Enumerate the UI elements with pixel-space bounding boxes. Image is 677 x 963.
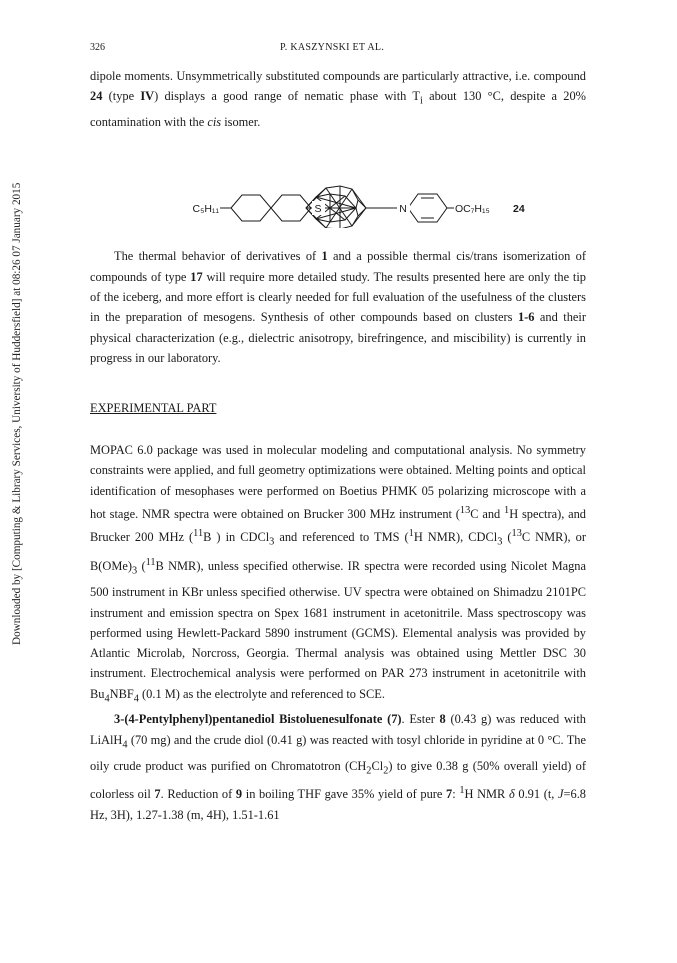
download-watermark: Downloaded by [Computing & Library Services, University of Huddersfield] at 08:26 07 January 2015 — [11, 182, 23, 645]
cyclohexane-ring — [231, 195, 271, 221]
sulfur-label: S — [314, 203, 322, 216]
nitrogen-label: N — [399, 203, 407, 216]
paragraph-methods: MOPAC 6.0 package was used in molecular modeling and computational analysis. No symmetry constraints were applied, and full geometry optimizations were obtained. Melting points and optical identification of mesophases were performed on Boetius PHMK 05 polarizing microscope with a hot stage. NMR spectra were obtained on Brucker 300 MHz instrument ($^{13}$C and $^1$H spectra), and Brucker 200 MHz ($^{11}$B ) in CDCl$_3$ and referenced to TMS ($^1$H NMR), CDCl$_3$ ($^{13}$C NMR), or $B(OMe)_3$ ($^{11}$B NMR), unless specified otherwise. IR spectra were recorded using Nicolet Magna 500 instrument in KBr unless specified otherwise. UV spectra were obtained on Shimadzu 2101PC instrument and emission spectra on Spex 1681 instrument in acetonitrile. Mass spectroscopy was performed using Hewlett-Packard 5890 instrument (GCMS). Elemental analysis was provided by Atlantic Microlab, Norcross, Georgia. Thermal analysis was obtained using Mettler DSC 30 instrument. Electrochemical analysis were performed on PAR 273 instrument in acetonitrile with $Bu_4NBF_4$ (0.1 M) as the electrolyte and referenced to SCE. — [90, 443, 587, 705]
thiane-ring — [271, 195, 311, 221]
paragraph-compound-7-synthesis: 3-(4-Pentylphenyl)pentanediol Bistoluenesulfonate (7). Ester 8 (0.43 g) was reduced with LiAlH$_4$ (70 mg) and the crude diol (0.41 g) was reacted with tosyl chloride in pyridine at 0 °C. The oily crude product was purified on Chromatotron $(CH_2Cl_2)$ to give 0.38 g (50% overall yield) of colorless oil 7. Reduction of 9 in boiling THF gave 35% yield of pure 7: $^1$H NMR δ 0.91 (t, J=6.8 Hz, 3H), 1.27-1.38 (m, 4H), 1.51-1.61 — [90, 712, 586, 822]
paper-page — [90, 42, 586, 825]
running-head: P. KASZYNSKI ET AL. — [280, 42, 385, 53]
paragraph-thermal-behavior: The thermal behavior of derivatives of 1 and a possible thermal cis/trans isomerization of compounds of type 17 will require more detailed study. The results presented here are only the tip of the iceberg, and more effort is clearly needed for full evaluation of the usefulness of the clusters in the preparation of mesogens. Synthesis of other compounds based on clusters 1-6 and their physical characterization (e.g., dielectric anisotropy, birefringence, and miscibility) is currently in progress in our laboratory. — [90, 249, 587, 365]
page-number: 326 — [90, 42, 105, 53]
pentyl-group-label: C₅H₁₁ — [192, 203, 219, 216]
heptyloxy-group-label: OC₇H₁₅ — [455, 203, 490, 216]
paragraph-dipole-moments: dipole moments. Unsymmetrically substituted compounds are particularly attractive, i.e. compound 24 (type IV) displays a good range of nematic phase with $T_i$ about 130 °C, despite a 20% contamination with the cis isomer. — [90, 69, 587, 130]
page-header — [90, 42, 586, 62]
compound-number-label: 24 — [513, 203, 525, 216]
compound-24-structure — [90, 136, 586, 228]
compound-24-structure-drawing — [90, 136, 586, 228]
section-heading-experimental: EXPERIMENTAL PART — [90, 401, 217, 416]
